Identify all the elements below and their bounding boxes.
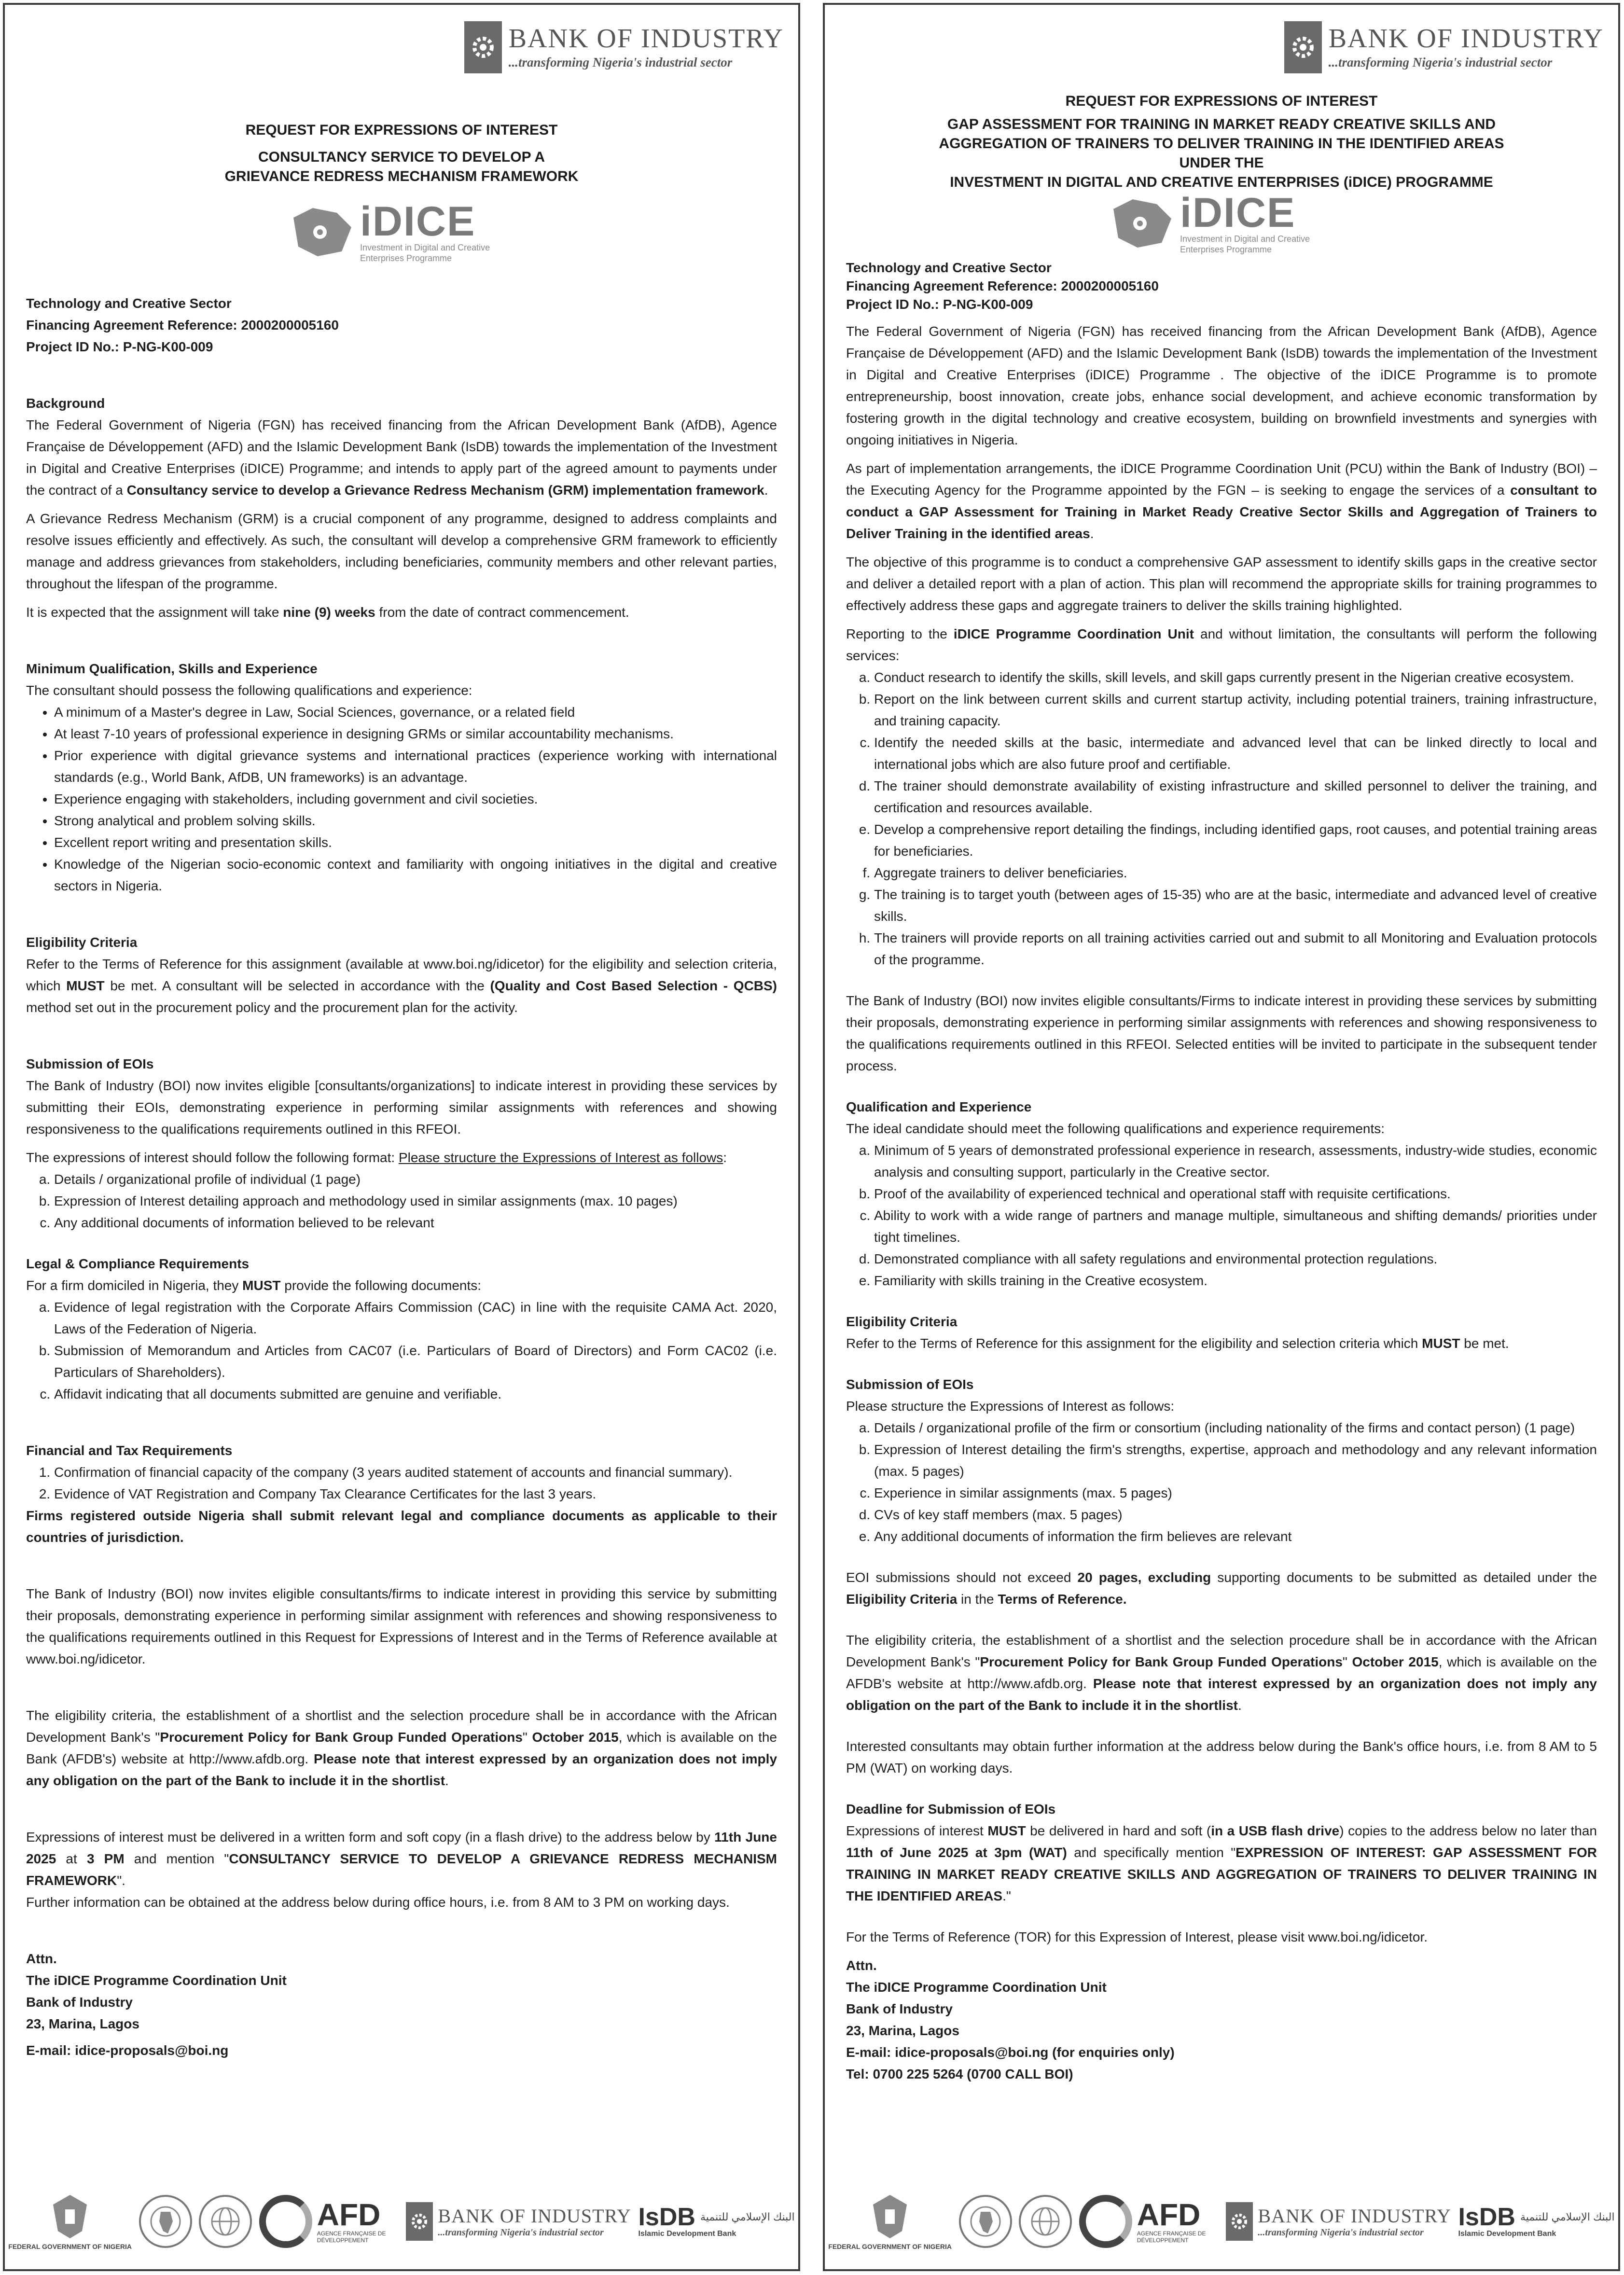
paragraph: A Grievance Redress Mechanism (GRM) is a crucial component of any programme, designed to address complaints and resolve issues efficiently and effectively. As such, the consultant will develop a comprehensive GRM framework to efficiently manage and address grievances from stakeholders, including beneficiaries, community members and other relevant parties, throughout the lifespan of the programme. (26, 511, 777, 591)
paragraph: Please structure the Expressions of Interest as follows: (846, 1399, 1175, 1414)
nigeria-map-icon (284, 203, 356, 261)
paragraph: The Federal Government of Nigeria (FGN) has received financing from the African Development Bank (AfDB), Agence Française de Développement (AFD) and the Islamic Development Bank (IsDB) towards the implementation of the Investment in Digital and Creative Enterprises (iDICE) Programme; and intends to apply part of the agreed amount to payments under the contract of a Consultancy service to develop a Grievance Redress Mechanism (GRM) implementation framework. (26, 417, 777, 498)
financial-list (26, 1461, 777, 1505)
afd-ring-icon (1079, 2195, 1132, 2248)
address-line: The iDICE Programme Coordination Unit (846, 1980, 1107, 1995)
list-item: • Strong analytical and problem solving skills. (54, 810, 777, 832)
afdb-seal-icon (959, 2195, 1012, 2248)
list-item: e. Any additional documents of information the firm believes are relevant (874, 1526, 1597, 1547)
isdb-english: Islamic Development Bank (1458, 2230, 1556, 2238)
paragraph: Expressions of interest must be delivered in a written form and soft copy (in a flash drive) to the address below by 11th June 2025 at 3 PM and mention "CONSULTANCY SERVICE TO DEVELOP A GRIEVANCE REDRESS MECHANISM FRAMEWORK". (26, 1830, 777, 1888)
contact-email: E-mail: idice-proposals@boi.ng (26, 2043, 229, 2058)
address-line: Bank of Industry (26, 1995, 133, 2010)
list-item: b. Expression of Interest detailing the firm's strengths, expertise, approach and methodology and any relevant information (max. 5 pages) (874, 1439, 1597, 1482)
right-body (846, 92, 1597, 2085)
list-item: • Prior experience with digital grievance systems and international practices (experience working with international standards (e.g., World Bank, AfDB, UN frameworks) is an advantage. (54, 745, 777, 788)
paragraph: The eligibility criteria, the establishment of a shortlist and the selection procedure shall be in accordance with the African Development Bank's "Procurement Policy for Bank Group Funded Operations" October 2015, which is available on the AFDB's website at http://www.afdb.org. Please note that interest expressed by an organization does not imply any obligation on the part of the Bank to include it in the shortlist. (846, 1633, 1597, 1713)
list-item: e. Develop a comprehensive report detailing the findings, including identified gaps, root causes, and potential training areas for beneficiaries. (874, 818, 1597, 862)
paragraph: Refer to the Terms of Reference for this assignment for the eligibility and selection criteria which MUST be met. (846, 1336, 1509, 1351)
contact-email: E-mail: idice-proposals@boi.ng (for enquiries only) (846, 2045, 1175, 2060)
left-title (26, 121, 777, 186)
list-item: • At least 7-10 years of professional experience in designing GRMs or similar accountability mechanisms. (54, 723, 777, 745)
title-line: GAP ASSESSMENT FOR TRAINING IN MARKET READY CREATIVE SKILLS AND (947, 116, 1496, 132)
paragraph: The Bank of Industry (BOI) now invites eligible [consultants/organizations] to indicate interest in providing these services by submitting their EOIs, demonstrating experience in performing similar assignments with references and showing responsiveness to the qualifications requirements outlined in this RFEOI. (26, 1078, 777, 1137)
meta-line: Technology and Creative Sector (846, 260, 1052, 275)
idice-logo (846, 192, 1597, 255)
list-item: c. Any additional documents of information believed to be relevant (54, 1212, 777, 1234)
fng-logo (828, 2192, 952, 2250)
isdb-logo (638, 2205, 795, 2238)
brand-tagline: ...transforming Nigeria's industrial sector (438, 2227, 604, 2238)
title-line: REQUEST FOR EXPRESSIONS OF INTEREST (245, 122, 558, 138)
paragraph: The ideal candidate should meet the following qualifications and experience requirements: (846, 1121, 1385, 1136)
list-item: b. Report on the link between current skills and current startup activity, including potential trainers, training infrastructure, and training capacity. (874, 688, 1597, 732)
section-heading: Qualification and Experience (846, 1099, 1032, 1114)
isdb-arabic: البنك الإسلامي للتنمية (700, 2211, 795, 2223)
paragraph: Expressions of interest MUST be delivered in hard and soft (in a USB flash drive) copies to the address below no later than 11th of June 2025 at 3pm (WAT) and specifically mention "EXPRESSION OF INTEREST: GAP ASSESSMENT FOR TRAINING IN MARKET READY CREATIVE SKILLS AND AGGREGATION OF TRAINERS TO DELIVER TRAINING IN THE IDENTIFIED AREAS." (846, 1823, 1597, 1903)
meta-line: Technology and Creative Sector (26, 296, 232, 311)
list-item: • Experience engaging with stakeholders, including government and civil societies. (54, 788, 777, 810)
globe-seal-icon (199, 2195, 252, 2248)
section-heading: Legal & Compliance Requirements (26, 1256, 250, 1271)
brand-tagline: ...transforming Nigeria's industrial sector (508, 55, 733, 69)
address-line: 23, Marina, Lagos (846, 2023, 959, 2038)
idice-subtitle: Investment in Digital and Creative Enterprises Programme (1180, 234, 1310, 254)
list-item: d. CVs of key staff members (max. 5 pages) (874, 1504, 1597, 1526)
gear-icon (1226, 2202, 1253, 2241)
paragraph: For a firm domiciled in Nigeria, they MUST provide the following documents: (26, 1278, 482, 1293)
list-item: g. The training is to target youth (between ages of 15-35) who are at the basic, intermediate and advanced level of creative skills. (874, 884, 1597, 927)
idice-wordmark: iDICE (360, 198, 476, 245)
project-meta (26, 292, 777, 358)
title-line: UNDER THE (1179, 155, 1264, 171)
afd-wordmark: AFD (1137, 2197, 1201, 2232)
list-item: c. Identify the needed skills at the basic, intermediate and advanced level that can be linked directly to local and international jobs which are also future proof and certifiable. (874, 732, 1597, 775)
project-meta (846, 259, 1597, 314)
meta-line: Financing Agreement Reference: 2000200005160 (846, 278, 1159, 293)
address-line: The iDICE Programme Coordination Unit (26, 1973, 287, 1988)
section-heading: Background (26, 396, 105, 411)
paragraph: The Bank of Industry (BOI) now invites eligible consultants/firms to indicate interest in providing this service by submitting their proposals, demonstrating experience in performing similar assignment with references and showing responsiveness to the qualifications requirements outlined in this Request for Expressions of Interest and in the Terms of Reference available at www.boi.ng/idicetor. (26, 1586, 777, 1666)
legal-list (26, 1296, 777, 1405)
afd-subtitle: AGENCE FRANÇAISE DE DÉVELOPPEMENT (1137, 2230, 1206, 2244)
isdb-wordmark: IsDB (638, 2203, 695, 2231)
list-item: b. Proof of the availability of experienced technical and operational staff with requisite certifications. (874, 1183, 1597, 1205)
list-item: a. Details / organizational profile of the firm or consortium (including nationality of the firms and contact person) (1 page) (874, 1417, 1597, 1439)
boi-footer-logo (406, 2202, 631, 2241)
boi-header-logo (464, 21, 784, 73)
title-line: INVESTMENT IN DIGITAL AND CREATIVE ENTERPRISES (iDICE) PROGRAMME (950, 174, 1493, 190)
section-heading: Minimum Qualification, Skills and Experience (26, 661, 318, 676)
qualification-list (846, 1139, 1597, 1291)
address-line: Attn. (26, 1951, 57, 1966)
brand-name: BANK OF INDUSTRY (508, 23, 784, 54)
list-item: f. Aggregate trainers to deliver beneficiaries. (874, 862, 1597, 884)
isdb-arabic: البنك الإسلامي للتنمية (1520, 2211, 1615, 2223)
boi-footer-logo (1226, 2202, 1451, 2241)
address-line: Bank of Industry (846, 2001, 953, 2016)
section-heading: Submission of EOIs (846, 1377, 974, 1392)
paragraph: The eligibility criteria, the establishment of a shortlist and the selection procedure shall be in accordance with the African Development Bank's "Procurement Policy for Bank Group Funded Operations" October 2015, which is available on the Bank (AFDB's) website at http://www.afdb.org. Please note that interest expressed by an organization does not imply any obligation on the part of the Bank to include it in the shortlist. (26, 1708, 777, 1788)
paragraph: Refer to the Terms of Reference for this assignment (available at www.boi.ng/idicetor) for the eligibility and selection criteria, which MUST be met. A consultant will be selected in accordance with the (Quality and Cost Based Selection - QCBS) method set out in the procurement policy and the procurement plan for the activity. (26, 957, 777, 1015)
paragraph: The Bank of Industry (BOI) now invites eligible consultants/Firms to indicate interest in providing these services by submitting their proposals, demonstrating experience in performing similar assignments with references and showing responsiveness to the qualifications requirements outlined in this RFEOI. Selected entities will be invited to participate in the subsequent tender process. (846, 993, 1597, 1073)
address-line: 23, Marina, Lagos (26, 2016, 139, 2031)
meta-line: Project ID No.: P-NG-K00-009 (26, 339, 213, 354)
title-line: REQUEST FOR EXPRESSIONS OF INTEREST (1065, 93, 1378, 109)
meta-line: Project ID No.: P-NG-K00-009 (846, 297, 1033, 312)
qualification-list (26, 701, 777, 897)
address-line: Attn. (846, 1958, 877, 1973)
paragraph: Interested consultants may obtain further information at the address below during the Bank's office hours, i.e. from 8 AM to 5 PM (WAT) on working days. (846, 1739, 1597, 1776)
idice-wordmark: iDICE (1180, 190, 1296, 236)
boi-header-logo (1284, 21, 1604, 73)
paragraph: Firms registered outside Nigeria shall submit relevant legal and compliance documents as applicable to their countries of jurisdiction. (26, 1508, 777, 1545)
right-title (846, 92, 1597, 192)
meta-line: Financing Agreement Reference: 2000200005160 (26, 318, 339, 333)
paragraph: Reporting to the iDICE Programme Coordination Unit and without limitation, the consultants will perform the following services: (846, 626, 1597, 663)
list-item: c. Ability to work with a wide range of partners and manage multiple, simultaneous and shifting demands/ priorities under tight timelines. (874, 1205, 1597, 1248)
brand-name: BANK OF INDUSTRY (438, 2205, 631, 2227)
section-heading: Eligibility Criteria (26, 935, 138, 950)
brand-name: BANK OF INDUSTRY (1328, 23, 1604, 54)
brand-name: BANK OF INDUSTRY (1258, 2205, 1451, 2227)
nigeria-map-icon (1104, 194, 1176, 252)
list-item: a. Details / organizational profile of individual (1 page) (54, 1168, 777, 1190)
title-line: GRIEVANCE REDRESS MECHANISM FRAMEWORK (224, 168, 579, 184)
fng-caption: FEDERAL GOVERNMENT OF NIGERIA (8, 2243, 132, 2250)
fng-caption: FEDERAL GOVERNMENT OF NIGERIA (828, 2243, 952, 2250)
list-item: a. Evidence of legal registration with the Corporate Affairs Commission (CAC) in line with the requisite CAMA Act. 2020, Laws of the Federation of Nigeria. (54, 1296, 777, 1340)
afd-logo (259, 2195, 399, 2248)
paragraph: The consultant should possess the following qualifications and experience: (26, 683, 472, 698)
list-item: • Excellent report writing and presentation skills. (54, 832, 777, 853)
contact-phone: Tel: 0700 225 5264 (0700 CALL BOI) (846, 2067, 1073, 2081)
brand-tagline: ...transforming Nigeria's industrial sector (1328, 55, 1553, 69)
coat-of-arms-icon (868, 2192, 912, 2241)
paragraph: As part of implementation arrangements, the iDICE Programme Coordination Unit (PCU) within the Bank of Industry (BOI) – the Executing Agency for the Programme appointed by the FGN – is seeking to engage the services of a consultant to conduct a GAP Assessment for Training in Market Ready Creative Sector Skills and Aggregation of Trainers to Deliver Training in the identified areas. (846, 461, 1597, 541)
afd-logo (1079, 2195, 1219, 2248)
list-item: b. Expression of Interest detailing approach and methodology used in similar assignments (max. 10 pages) (54, 1190, 777, 1212)
partner-logos-footer (825, 2185, 1618, 2258)
idice-subtitle: Investment in Digital and Creative Enterprises Programme (360, 243, 490, 263)
paragraph: The expressions of interest should follow the following format: Please structure the Expressions of Interest as follows: (26, 1150, 727, 1165)
eoi-format-list (846, 1417, 1597, 1547)
list-item: 1. Confirmation of financial capacity of the company (3 years audited statement of accounts and financial summary). (54, 1461, 777, 1483)
section-heading: Submission of EOIs (26, 1056, 154, 1071)
paragraph: The objective of this programme is to conduct a comprehensive GAP assessment to identify skills gaps in the creative sector and deliver a detailed report with a plan of action. This plan will recommend the appropriate skills for training programmes to effectively address these gaps and aggregate trainers to deliver the skills training highlighted. (846, 555, 1597, 613)
list-item: c. Affidavit indicating that all documents submitted are genuine and verifiable. (54, 1383, 777, 1405)
paragraph: For the Terms of Reference (TOR) for this Expression of Interest, please visit www.boi.ng/idicetor. (846, 1929, 1428, 1944)
idice-logo (26, 198, 777, 264)
list-item: a. Minimum of 5 years of demonstrated professional experience in research, assessments, industry-wide studies, economic analysis and consulting support, particularly in the Creative sector. (874, 1139, 1597, 1183)
title-line: AGGREGATION OF TRAINERS TO DELIVER TRAINING IN THE IDENTIFIED AREAS (939, 136, 1504, 152)
afd-wordmark: AFD (317, 2197, 381, 2232)
paragraph: Further information can be obtained at the address below during office hours, i.e. from 8 AM to 3 PM on working days. (26, 1895, 730, 1910)
eoi-format-list (26, 1168, 777, 1234)
services-list (846, 666, 1597, 971)
address-block (26, 1948, 777, 2061)
list-item: a. Conduct research to identify the skills, skill levels, and skill gaps currently present in the Nigerian creative ecosystem. (874, 666, 1597, 688)
left-advert-panel (3, 3, 800, 2271)
paragraph: EOI submissions should not exceed 20 pages, excluding supporting documents to be submitted as detailed under the Eligibility Criteria in the Terms of Reference. (846, 1570, 1597, 1607)
list-item: d. The trainer should demonstrate availability of existing infrastructure and skilled personnel to deliver the training, and certification and resources available. (874, 775, 1597, 818)
gear-icon (406, 2202, 433, 2241)
paragraph: It is expected that the assignment will take nine (9) weeks from the date of contract commencement. (26, 605, 629, 620)
list-item: • A minimum of a Master's degree in Law, Social Sciences, governance, or a related field (54, 701, 777, 723)
afdb-seal-icon (139, 2195, 192, 2248)
left-body (26, 121, 777, 2061)
section-heading: Deadline for Submission of EOIs (846, 1802, 1056, 1817)
list-item: d. Demonstrated compliance with all safety regulations and environmental protection regulations. (874, 1248, 1597, 1270)
list-item: c. Experience in similar assignments (max. 5 pages) (874, 1482, 1597, 1504)
isdb-logo (1458, 2205, 1615, 2238)
coat-of-arms-icon (48, 2192, 92, 2241)
isdb-english: Islamic Development Bank (638, 2230, 736, 2238)
right-advert-panel (823, 3, 1620, 2271)
list-item: e. Familiarity with skills training in the Creative ecosystem. (874, 1270, 1597, 1291)
afd-subtitle: AGENCE FRANÇAISE DE DÉVELOPPEMENT (317, 2230, 386, 2244)
section-heading: Eligibility Criteria (846, 1314, 958, 1329)
gear-icon (464, 21, 502, 73)
partner-logos-footer (5, 2185, 798, 2258)
paragraph: The Federal Government of Nigeria (FGN) has received financing from the African Development Bank (AfDB), Agence Française de Développement (AFD) and the Islamic Development Bank (IsDB) towards the implementation of the Investment in Digital and Creative Enterprises (iDICE) Programme . The objective of the iDICE Programme is to promote entrepreneurship, boost innovation, create jobs, enhance social development, and achieve economic transformation by fostering growth in the digital technology and creative ecosystem, building on brownfield investments and synergies with ongoing initiatives in Nigeria. (846, 324, 1597, 447)
brand-tagline: ...transforming Nigeria's industrial sector (1258, 2227, 1424, 2238)
gear-icon (1284, 21, 1322, 73)
list-item: b. Submission of Memorandum and Articles from CAC07 (i.e. Particulars of Board of Directors) and Form CAC02 (i.e. Particulars of Shareholders). (54, 1340, 777, 1383)
isdb-wordmark: IsDB (1458, 2203, 1515, 2231)
globe-seal-icon (1019, 2195, 1072, 2248)
list-item: h. The trainers will provide reports on all training activities carried out and submit to all Monitoring and Evaluation protocols of the programme. (874, 927, 1597, 971)
section-heading: Financial and Tax Requirements (26, 1443, 233, 1458)
title-line: CONSULTANCY SERVICE TO DEVELOP A (258, 149, 545, 165)
list-item: 2. Evidence of VAT Registration and Company Tax Clearance Certificates for the last 3 years. (54, 1483, 777, 1505)
address-block (846, 1955, 1597, 2085)
fng-logo (8, 2192, 132, 2250)
afd-ring-icon (259, 2195, 312, 2248)
list-item: • Knowledge of the Nigerian socio-economic context and familiarity with ongoing initiatives in the digital and creative sectors in Nigeria. (54, 853, 777, 897)
